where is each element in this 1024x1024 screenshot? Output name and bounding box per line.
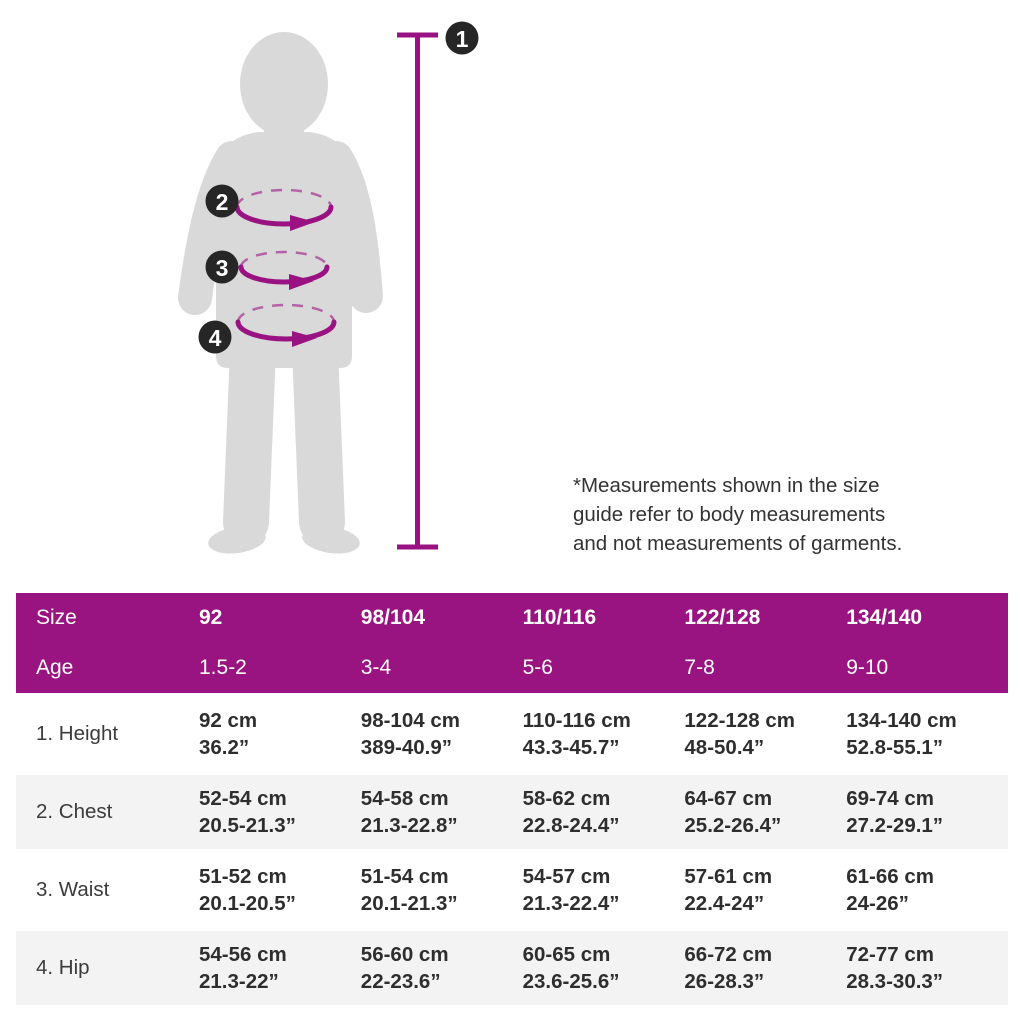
- table-header: [16, 593, 1008, 693]
- age-value: 7-8: [684, 656, 715, 679]
- cm-value: 56-60 cm: [360, 943, 449, 966]
- table-cell: [846, 863, 1008, 917]
- table-cell: [523, 941, 685, 995]
- header-age-label: Age: [36, 656, 74, 679]
- table-cell: [361, 863, 523, 917]
- inch-value: 27.2-29.1”: [846, 814, 944, 837]
- cm-value: 98-104 cm: [360, 709, 460, 732]
- cm-value: 54-58 cm: [360, 787, 449, 810]
- cm-value: 64-67 cm: [684, 787, 773, 810]
- inch-value: 22-23.6”: [360, 970, 441, 993]
- inch-value: 43.3-45.7”: [522, 736, 620, 759]
- age-value: 3-4: [360, 656, 392, 679]
- marker-3-badge: [206, 251, 239, 284]
- table-cell: [846, 941, 1008, 995]
- table-cell: [361, 707, 523, 761]
- table-cell: [684, 863, 846, 917]
- cm-value: 54-56 cm: [199, 943, 287, 966]
- table-cell: [361, 941, 523, 995]
- table-cell: [523, 785, 685, 839]
- table-cell: [199, 707, 361, 761]
- size-value: 98/104: [360, 606, 426, 629]
- inch-value: 20.1-20.5”: [199, 892, 296, 915]
- table-cell: [846, 707, 1008, 761]
- table-cell: [361, 785, 523, 839]
- note-line: guide refer to body measurements: [573, 503, 886, 526]
- inch-value: 22.8-24.4”: [522, 814, 620, 837]
- inch-value: 26-28.3”: [684, 970, 765, 993]
- marker-3-number: 3: [215, 255, 229, 281]
- header-age-row: [16, 643, 1008, 693]
- table-cell: [684, 785, 846, 839]
- table-cell: [684, 941, 846, 995]
- size-table: [16, 593, 1008, 1009]
- row-label: 4. Hip: [36, 956, 90, 979]
- cm-value: 110-116 cm: [522, 709, 631, 732]
- table-row-waist: [16, 853, 1008, 927]
- inch-value: 48-50.4”: [684, 736, 765, 759]
- inch-value: 21.3-22”: [199, 970, 279, 993]
- inch-value: 389-40.9”: [360, 736, 452, 759]
- cm-value: 61-66 cm: [846, 865, 934, 888]
- header-size-row: [16, 593, 1008, 643]
- cm-value: 122-128 cm: [684, 709, 795, 732]
- cm-value: 69-74 cm: [846, 787, 934, 810]
- inch-value: 52.8-55.1”: [846, 736, 944, 759]
- inch-value: 28.3-30.3”: [846, 970, 944, 993]
- row-label: 1. Height: [36, 722, 119, 745]
- table-row-chest: [16, 775, 1008, 849]
- cm-value: 72-77 cm: [846, 943, 934, 966]
- inch-value: 36.2”: [199, 736, 250, 759]
- inch-value: 25.2-26.4”: [684, 814, 782, 837]
- row-label: 2. Chest: [36, 800, 113, 823]
- cm-value: 51-52 cm: [199, 865, 287, 888]
- height-measure-line: [397, 35, 438, 547]
- inch-value: 20.1-21.3”: [360, 892, 458, 915]
- cm-value: 57-61 cm: [684, 865, 773, 888]
- cm-value: 52-54 cm: [199, 787, 287, 810]
- marker-1-number: 1: [455, 26, 469, 52]
- row-label: 3. Waist: [36, 878, 110, 901]
- inch-value: 22.4-24”: [684, 892, 765, 915]
- age-value: 5-6: [522, 656, 553, 679]
- size-value: 110/116: [522, 606, 597, 629]
- cm-value: 134-140 cm: [846, 709, 957, 732]
- table-cell: [523, 863, 685, 917]
- header-size-label: Size: [36, 606, 77, 629]
- measurement-note: [573, 471, 953, 558]
- cm-value: 51-54 cm: [360, 865, 449, 888]
- table-row-hip: [16, 931, 1008, 1005]
- cm-value: 92 cm: [199, 709, 258, 732]
- size-value: 92: [199, 606, 223, 629]
- marker-2-badge: [206, 185, 239, 218]
- inch-value: 21.3-22.8”: [360, 814, 458, 837]
- table-cell: [199, 863, 361, 917]
- marker-1-badge: [446, 22, 479, 55]
- cm-value: 54-57 cm: [522, 865, 611, 888]
- inch-value: 20.5-21.3”: [199, 814, 296, 837]
- age-value: 1.5-2: [199, 656, 247, 679]
- table-row-height: [16, 697, 1008, 771]
- child-silhouette: [195, 32, 366, 557]
- size-value: 134/140: [846, 606, 923, 629]
- marker-4-badge: [199, 321, 232, 354]
- table-cell: [846, 785, 1008, 839]
- inch-value: 23.6-25.6”: [522, 970, 620, 993]
- note-line: *Measurements shown in the size: [573, 474, 880, 497]
- size-value: 122/128: [684, 606, 761, 629]
- age-value: 9-10: [846, 656, 889, 679]
- cm-value: 58-62 cm: [522, 787, 611, 810]
- marker-2-number: 2: [215, 189, 229, 215]
- table-cell: [523, 707, 685, 761]
- table-cell: [199, 785, 361, 839]
- inch-value: 21.3-22.4”: [522, 892, 620, 915]
- table-cell: [199, 941, 361, 995]
- marker-4-number: 4: [208, 325, 222, 351]
- table-cell: [684, 707, 846, 761]
- note-line: and not measurements of garments.: [573, 532, 903, 555]
- cm-value: 66-72 cm: [684, 943, 773, 966]
- inch-value: 24-26”: [846, 892, 909, 915]
- cm-value: 60-65 cm: [522, 943, 611, 966]
